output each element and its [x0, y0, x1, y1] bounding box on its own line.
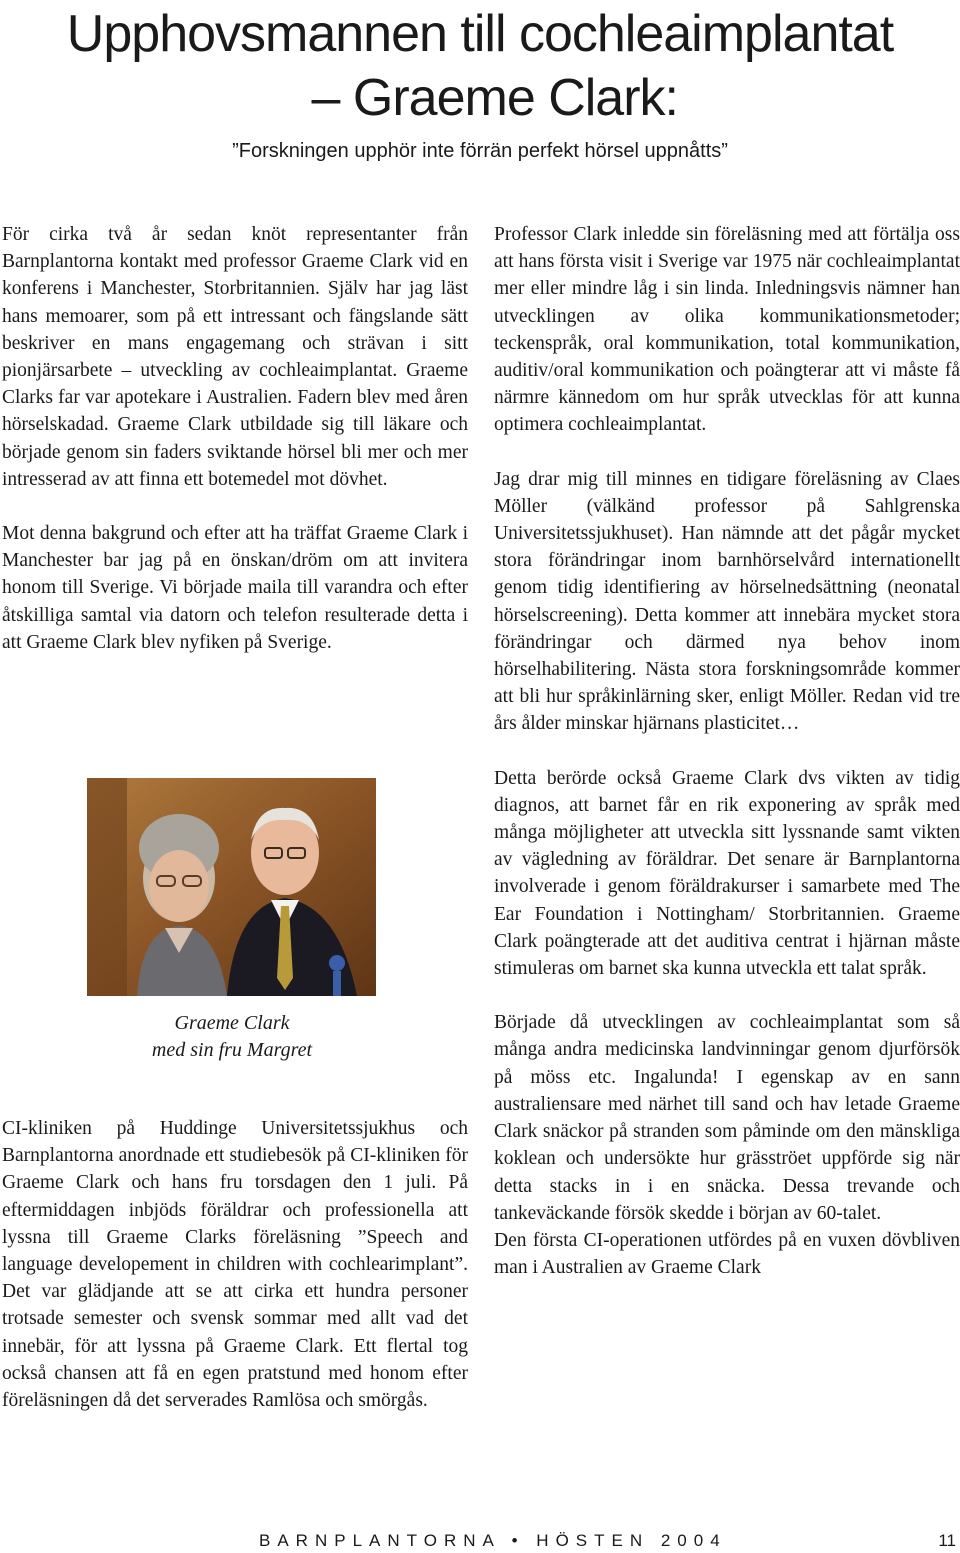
right-paragraph-1: Professor Clark inledde sin föreläsning med att förtälja oss att hans första visit i Sverige var 1975 när cochleaimplantat mer eller mindre låg i sin linda. Inledningsvis nämner han utvecklingen av olika kommunikationsmetoder; teckenspråk, oral kommunikation, total kommunikation, auditiv/oral kommunikation och poängterar att vi måste få närmre kännedom om hur språk utvecklas för att kunna optimera cochleaimplantat.: [494, 224, 960, 436]
left-paragraph-3: CI-kliniken på Huddinge Universitetssjukhus och Barnplantorna anordnade ett studiebesök på CI-kliniken för Graeme Clark och hans fru torsdagen den 1 juli. På eftermiddagen inbjöds föräldrar och professionella att lyssna till Graeme Clarks föreläsning ”Speech and language developement in children with cochlearimplant”. Det var glädjande att se att cirka ett hundra personer trotsade semester och svensk sommar med allt vad det innebär, för att lyssna på Graeme Clark. Ett flertal tog också chansen att få en egen pratstund med honom efter föreläsningen då det serverades Ramlösa och smörgås.: [2, 1118, 468, 1412]
right-paragraph-2: Jag drar mig till minnes en tidigare föreläsning av Claes Möller (välkänd professor på Sahlgrenska Universitetssjukhuset). Han nämnde att det pågår mycket stora förändringar inom barnhörselvård internationellt genom tidig identifiering av hörselnedsättning (neonatal hörselscreening). Detta kommer att innebära mycket stora förändringar och därmed nya behov inom hörselhabilitering. Nästa stora forskningsområde kommer att bli hur språkinlärning sker, enligt Möller. Redan vid tre års ålder minskar hjärnans plasticitet…: [494, 468, 960, 735]
photo-caption: [86, 1010, 378, 1064]
left-column: [2, 221, 468, 656]
couple-photo: [87, 778, 376, 996]
caption-line-1: Graeme Clark: [174, 1012, 290, 1034]
article-subtitle: ”Forskningen upphör inte förrän perfekt hörsel uppnåtts”: [232, 140, 728, 162]
left-paragraph-2: Mot denna bakgrund och efter att ha träffat Graeme Clark i Manchester bar jag på en önskan/dröm om att invitera honom till Sverige. Vi började maila till varandra och efter åtskilliga samtal via datorn och telefon resulterade detta i att Graeme Clark blev nyfiken på Sverige.: [2, 523, 468, 653]
title-line-2: – Graeme Clark:: [311, 69, 678, 127]
right-column: [494, 221, 960, 1281]
photo-illustration: [87, 778, 376, 996]
article-title: [0, 2, 960, 130]
page-number: 11: [938, 1531, 956, 1550]
caption-line-2: med sin fru Margret: [151, 1039, 313, 1061]
right-paragraph-4: Började då utvecklingen av cochleaimplantat som så många andra medicinska landvinningar genom djurförsök på möss etc. Ingalunda! I egenskap av en sann australiensare med närhet till sand och hav letade Graeme Clark snäckor på stranden som påminde om den mänskliga koklean och undersökte hur gräsströet uppförde sig när detta stacks in i en snäcka. Dessa trevande och tankeväckande försök skedde i början av 60-talet. Den första CI-operationen utfördes på en vuxen dövbliven man i Australien av Graeme Clark: [494, 1012, 960, 1279]
right-paragraph-3: Detta berörde också Graeme Clark dvs vikten av tidig diagnos, att barnet får en rik exponering av språk med många möjligheter att utveckla sitt lyssnande samt vikten av vägledning av föräldrar. Det senare är Barnplantorna involverade i genom föräldrakurser i samarbete med The Ear Foundation i Nottingham/ Storbritannien. Graeme Clark poängterade att det auditiva centrat i hjärnan måste stimuleras om barnet ska kunna utveckla ett talat språk.: [494, 767, 960, 980]
left-column-bottom: [2, 1115, 468, 1414]
footer-publication: BARNPLANTORNA • HÖSTEN 2004: [259, 1531, 727, 1550]
title-line-1: Upphovsmannen till cochleaimplantat: [66, 5, 894, 63]
left-paragraph-1: För cirka två år sedan knöt representanter från Barnplantorna kontakt med professor Graeme Clark vid en konferens i Manchester, Storbritannien. Själv har jag läst hans memoarer, som på ett intressant och fängslande sätt beskriver en mans engagemang och strävan i sitt pionjärsarbete – utveckling av cochleaimplantat. Graeme Clarks far var apotekare i Australien. Fadern blev med åren hörselskadad. Graeme Clark utbildade sig till läkare och började genom sin faders sviktande hörsel bli mer och mer intresserad av att finna ett botemedel mot dövhet.: [2, 224, 468, 490]
